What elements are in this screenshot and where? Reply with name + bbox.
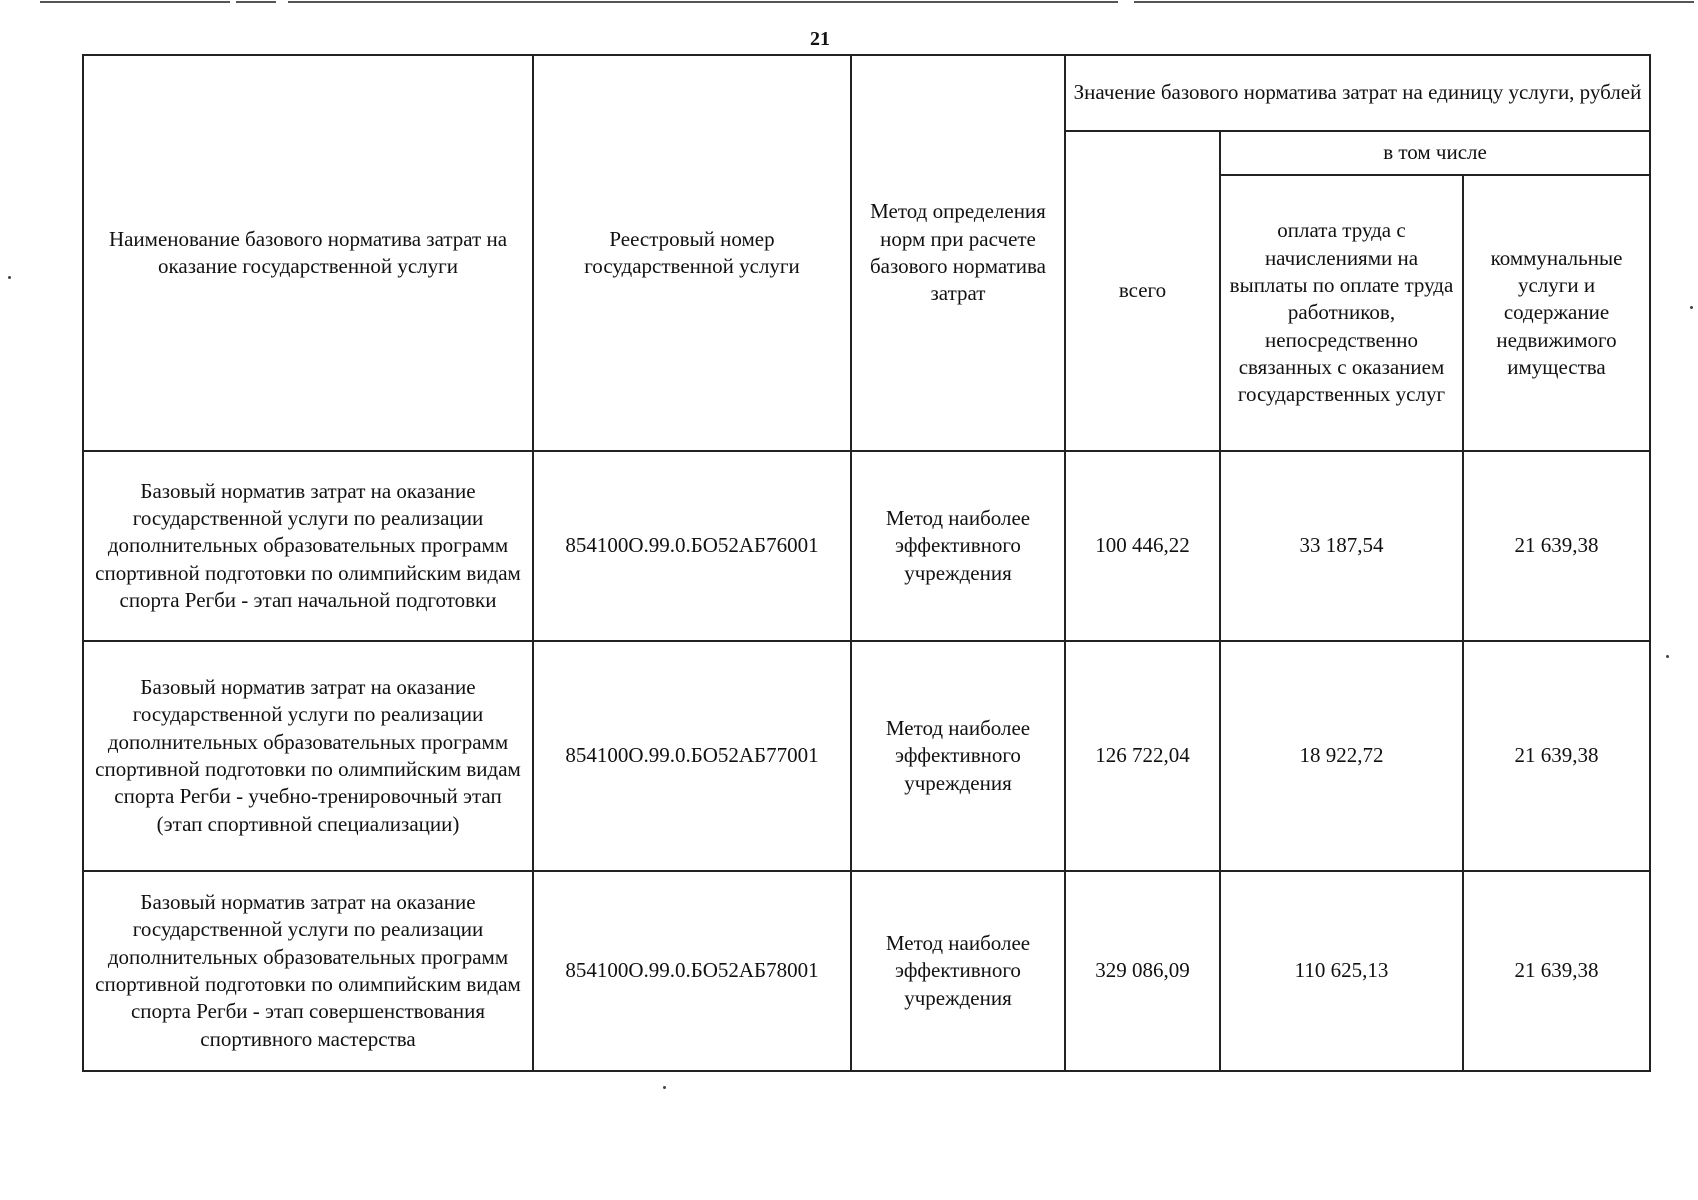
cell-labor: 33 187,54 xyxy=(1220,451,1463,641)
cell-total: 126 722,04 xyxy=(1065,641,1220,871)
table-row xyxy=(83,641,1650,871)
cell-name: Базовый норматив затрат на оказание государственной услуги по реализации дополнительных образовательных программ спортивной подготовки по олимпийским видам спорта Регби - этап начальной подготовки xyxy=(83,451,533,641)
cell-registry-number: 854100О.99.0.БО52АБ77001 xyxy=(533,641,851,871)
cell-total: 329 086,09 xyxy=(1065,871,1220,1071)
header-utilities: коммунальные услуги и содержание недвижимого имущества xyxy=(1463,175,1650,451)
header-row xyxy=(83,55,1650,131)
cell-registry-number: 854100О.99.0.БО52АБ78001 xyxy=(533,871,851,1071)
header-value-group: Значение базового норматива затрат на единицу услуги, рублей xyxy=(1065,55,1650,131)
table-row xyxy=(83,451,1650,641)
cell-name: Базовый норматив затрат на оказание государственной услуги по реализации дополнительных образовательных программ спортивной подготовки по олимпийским видам спорта Регби - учебно-тренировочный этап (этап спортивной специализации) xyxy=(83,641,533,871)
scan-speck xyxy=(663,1086,666,1089)
header-including: в том числе xyxy=(1220,131,1650,175)
scan-speck xyxy=(1690,306,1693,309)
scan-speck xyxy=(8,276,11,279)
scan-artifact-line xyxy=(236,1,276,3)
cell-total: 100 446,22 xyxy=(1065,451,1220,641)
cell-labor: 18 922,72 xyxy=(1220,641,1463,871)
table-row xyxy=(83,871,1650,1071)
cell-method: Метод наиболее эффективного учреждения xyxy=(851,641,1065,871)
page-number: 21 xyxy=(810,28,830,50)
header-method: Метод определения норм при расчете базового норматива затрат xyxy=(851,55,1065,451)
cell-utilities: 21 639,38 xyxy=(1463,871,1650,1071)
scan-speck xyxy=(1666,655,1669,658)
cell-name: Базовый норматив затрат на оказание государственной услуги по реализации дополнительных образовательных программ спортивной подготовки по олимпийским видам спорта Регби - этап совершенствования спортивного мастерства xyxy=(83,871,533,1071)
cell-labor: 110 625,13 xyxy=(1220,871,1463,1071)
header-name: Наименование базового норматива затрат на оказание государственной услуги xyxy=(83,55,533,451)
cell-utilities: 21 639,38 xyxy=(1463,451,1650,641)
cell-method: Метод наиболее эффективного учреждения xyxy=(851,871,1065,1071)
header-labor: оплата труда с начислениями на выплаты по оплате труда работников, непосредственно связанных с оказанием государственных услуг xyxy=(1220,175,1463,451)
cell-method: Метод наиболее эффективного учреждения xyxy=(851,451,1065,641)
scan-artifact-line xyxy=(288,1,1118,3)
cell-utilities: 21 639,38 xyxy=(1463,641,1650,871)
header-registry-number: Реестровый номер государственной услуги xyxy=(533,55,851,451)
scan-artifact-line xyxy=(1134,1,1694,3)
base-cost-norms-table xyxy=(82,54,1651,1072)
scan-artifact-line xyxy=(40,1,230,3)
cell-registry-number: 854100О.99.0.БО52АБ76001 xyxy=(533,451,851,641)
header-total: всего xyxy=(1065,131,1220,451)
